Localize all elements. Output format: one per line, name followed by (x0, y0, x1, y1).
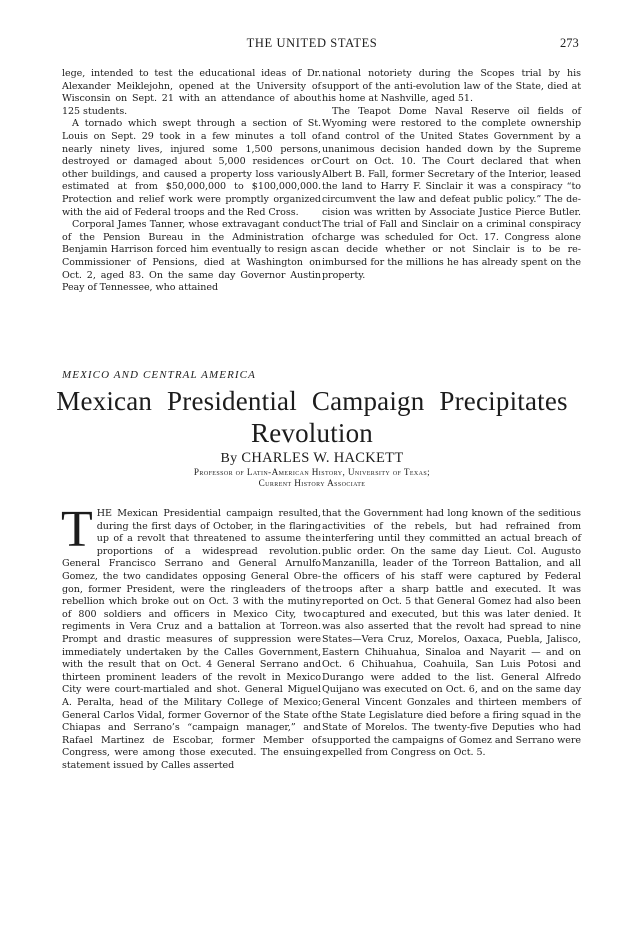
paragraph: Corporal James Tanner, whose extravagant conduct of the Pension Bureau in the Administration of Benjamin Harrison forced him eventually to resign as Commissioner of Pensions, died at Washington on Oct. 2, aged 83. On the same day Governor Austin Peay of Tennessee, who attained (62, 219, 321, 294)
article-body-text: HE Mexican Presidential campaign resulted, during the first days of October, in the flaring up of a revolt that threatened to assume the proportions of a widespread revolution. General Francisco Serrano and General Arnulfo Gomez, the two candidates opposing General Obregon, former President, were the ringleaders of the rebellion which broke out on Oct. 3 with the mutiny of 800 soldiers and officers in Mexico City, two regiments in Vera Cruz and a battalion at Torreon. Prompt and drastic measures of suppression were immediately undertaken by the Calles Government, with the result that on Oct. 4 General Serrano and thirteen prominent leaders of the revolt in Mexico City were court-martialed and shot. General Miguel A. Peralta, head of the Military College of Mexico; General Carlos Vidal, former Governor of the State of Chiapas and Serrano’s “campaign manager,” and Rafael Martinez de Escobar, former Member of Congress, were among those executed. The ensuing statement issued by Calles asserted (62, 508, 321, 771)
byline-prefix: By (220, 451, 238, 466)
article-left-column (61, 501, 321, 772)
paragraph (61, 501, 321, 772)
page-number: 273 (560, 36, 579, 50)
paragraph: that the Government had long known of the seditious activities of the rebels, but had refrained from interfering until they committed an actual breach of public order. On the same day Lieut. Col. Augusto Manzanilla, leader of the Torreon Battalion, and all the officers of his staff were captured by Federal troops after a sharp battle and executed. It was reported on Oct. 5 that General Gomez had also been captured and executed, but this was later denied. It was also asserted that the revolt had spread to nine States—Vera Cruz, Morelos, Oaxaca, Puebla, Jalisco, Eastern Chihuahua, Sinaloa and Nayarit — and on Oct. 6 Chihuahua, Coahuila, San Luis Potosi and Durango were added to the list. General Alfredo Quijano was executed on Oct. 6, and on the same day General Vincent Gonzales and thirteen members of the State Legislature died before a firing squad in the State of Morelos. The twenty-five Deputies who had supported the campaigns of Gomez and Serrano were expelled from Congress on Oct. 5. (322, 508, 581, 759)
previous-article-right-column (322, 68, 581, 282)
previous-article-left-column (62, 68, 321, 295)
paragraph: lege, intended to test the educational ideas of Dr. Alexander Meiklejohn, opened at the University of Wisconsin on Sept. 21 with an attendance of about 125 students. (62, 68, 321, 117)
article-headline-line-2: Revolution (251, 418, 373, 448)
article-headline-line-1: Mexican Presidential Campaign Precipitates (56, 386, 568, 416)
section-label: MEXICO AND CENTRAL AMERICA (62, 369, 256, 381)
drop-cap: T (61, 501, 93, 558)
running-head (0, 36, 624, 52)
paragraph: national notoriety during the Scopes trial by his support of the anti-evolution law of the State, died at his home at Nashville, aged 51. (322, 68, 581, 105)
paragraph: A tornado which swept through a section of St. Louis on Sept. 29 took in a few minutes a toll of nearly ninety lives, injured some 1,500 persons, destroyed or damaged about 5,000 residences or other buildings, and caused a property loss variously estimated at from $50,000,000 to $100,000,000. Protection and relief work were promptly organized with the aid of Federal troops and the Red Cross. (62, 118, 321, 218)
running-head-title: THE UNITED STATES (246, 36, 378, 50)
byline (0, 450, 624, 467)
author-affiliation-line-1: Professor of Latin-American History, University of Texas; (193, 467, 431, 477)
author-affiliation-line-2: Current History Associate (258, 478, 366, 488)
paragraph: The Teapot Dome Naval Reserve oil fields of Wyoming were restored to the complete ownership and control of the United States Government by a unanimous decision handed down by the Supreme Court on Oct. 10. The Court declared that when Albert B. Fall, former Secretary of the Interior, leased the land to Harry F. Sinclair it was a conspiracy “to circumvent the law and defeat public policy.” The decision was written by Associate Justice Pierce Butler. The trial of Fall and Sinclair on a criminal conspiracy charge was scheduled for Oct. 17. Congress alone can decide whether or not Sinclair is to be reimbursed for the millions he has already spent on the property. (322, 105, 581, 281)
article-right-column (322, 508, 581, 760)
author-name: CHARLES W. HACKETT (241, 450, 404, 466)
